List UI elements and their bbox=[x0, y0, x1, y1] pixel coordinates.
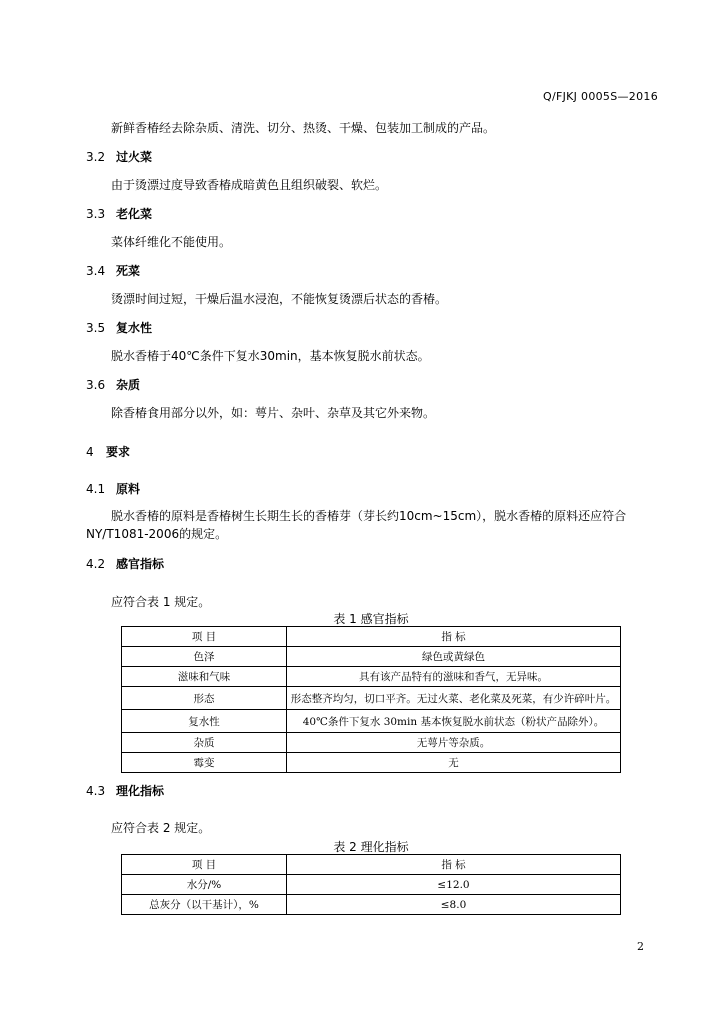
section-title: 杂质 bbox=[116, 378, 141, 392]
row-item: 杂质 bbox=[122, 733, 287, 753]
section-4-1-text-line2: NY/T1081-2006的规定。 bbox=[86, 527, 228, 541]
row-index: 具有该产品特有的滋味和香气，无异味。 bbox=[287, 667, 621, 687]
section-title: 死菜 bbox=[116, 264, 141, 278]
row-item: 色泽 bbox=[122, 647, 287, 667]
section-3-5-text: 脱水香椿于40℃条件下复水30min，基本恢复脱水前状态。 bbox=[111, 349, 430, 363]
section-number: 3.3 bbox=[86, 207, 106, 221]
row-index: 形态整齐均匀，切口平齐。无过火菜、老化菜及死菜，有少许碎叶片。 bbox=[287, 687, 621, 710]
table-header-row bbox=[122, 855, 621, 875]
section-3-6-text: 除香椿食用部分以外，如：萼片、杂叶、杂草及其它外来物。 bbox=[111, 406, 436, 420]
section-title: 感官指标 bbox=[116, 557, 165, 571]
row-item: 总灰分（以干基计），% bbox=[122, 895, 287, 915]
section-number: 3.5 bbox=[86, 321, 106, 335]
row-index: 无 bbox=[287, 753, 621, 773]
page-number: 2 bbox=[637, 940, 644, 953]
row-item: 复水性 bbox=[122, 710, 287, 733]
section-4-2-heading bbox=[86, 555, 164, 572]
section-4-3-heading bbox=[86, 782, 164, 799]
section-number: 4.3 bbox=[86, 784, 106, 798]
row-item: 形态 bbox=[122, 687, 287, 710]
physicochemical-index-table bbox=[121, 854, 621, 915]
section-4-3-text: 应符合表 2 规定。 bbox=[111, 821, 211, 835]
section-3-2-heading bbox=[86, 148, 152, 165]
section-title: 原料 bbox=[116, 482, 141, 496]
section-4-1-text-line1: 脱水香椿的原料是香椿树生长期生长的香椿芽（芽长约10cm~15cm），脱水香椿的原料还应符合 bbox=[111, 509, 627, 523]
table-row bbox=[122, 647, 621, 667]
section-3-5-heading bbox=[86, 319, 152, 336]
section-4-heading bbox=[86, 443, 130, 460]
section-4-1-heading bbox=[86, 480, 140, 497]
row-index: ≤12.0 bbox=[287, 875, 621, 895]
section-3-4-text: 烫漂时间过短，干燥后温水浸泡，不能恢复烫漂后状态的香椿。 bbox=[111, 292, 448, 306]
section-3-2-text: 由于烫漂过度导致香椿成暗黄色且组织破裂、软烂。 bbox=[111, 178, 388, 192]
row-item: 水分/% bbox=[122, 875, 287, 895]
section-title: 过火菜 bbox=[116, 150, 153, 164]
definition-3-1-continuation: 新鲜香椿经去除杂质、清洗、切分、热烫、干燥、包装加工制成的产品。 bbox=[111, 121, 496, 135]
table-row bbox=[122, 733, 621, 753]
table-2-caption: 表 2 理化指标 bbox=[333, 840, 409, 854]
table-row bbox=[122, 687, 621, 710]
section-3-3-heading bbox=[86, 205, 152, 222]
header-item: 项 目 bbox=[122, 855, 287, 875]
row-index: 无萼片等杂质。 bbox=[287, 733, 621, 753]
row-item: 滋味和气味 bbox=[122, 667, 287, 687]
row-item: 霉变 bbox=[122, 753, 287, 773]
table-row bbox=[122, 667, 621, 687]
section-title: 要求 bbox=[106, 445, 131, 459]
section-title: 理化指标 bbox=[116, 784, 165, 798]
table-row bbox=[122, 753, 621, 773]
row-index: 40℃条件下复水 30min 基本恢复脱水前状态（粉状产品除外）。 bbox=[287, 710, 621, 733]
table-row bbox=[122, 895, 621, 915]
section-number: 3.6 bbox=[86, 378, 106, 392]
section-number: 3.2 bbox=[86, 150, 106, 164]
header-index: 指 标 bbox=[287, 627, 621, 647]
row-index: 绿色或黄绿色 bbox=[287, 647, 621, 667]
section-number: 3.4 bbox=[86, 264, 106, 278]
section-number: 4.2 bbox=[86, 557, 106, 571]
header-item: 项 目 bbox=[122, 627, 287, 647]
section-title: 老化菜 bbox=[116, 207, 153, 221]
section-3-4-heading bbox=[86, 262, 140, 279]
row-index: ≤8.0 bbox=[287, 895, 621, 915]
header-index: 指 标 bbox=[287, 855, 621, 875]
sensory-index-table bbox=[121, 626, 621, 773]
table-row bbox=[122, 875, 621, 895]
section-3-3-text: 菜体纤维化不能使用。 bbox=[111, 235, 232, 249]
table-1-caption: 表 1 感官指标 bbox=[333, 612, 409, 626]
section-number: 4.1 bbox=[86, 482, 106, 496]
standard-number: Q/FJKJ 0005S—2016 bbox=[543, 90, 658, 103]
section-number: 4 bbox=[86, 445, 94, 459]
table-header-row bbox=[122, 627, 621, 647]
section-4-2-text: 应符合表 1 规定。 bbox=[111, 595, 211, 609]
section-3-6-heading bbox=[86, 376, 140, 393]
section-title: 复水性 bbox=[116, 321, 153, 335]
table-row bbox=[122, 710, 621, 733]
